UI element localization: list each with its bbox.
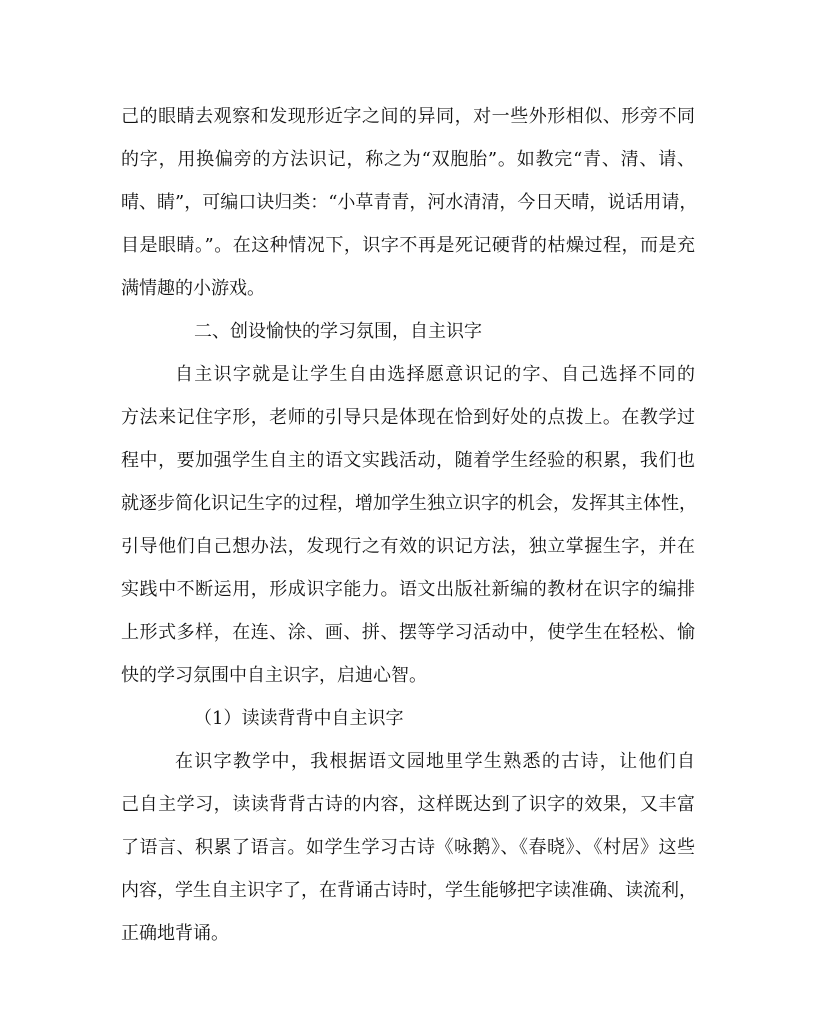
body-text-line: 在识字教学中，我根据语文园地里学生熟悉的古诗，让他们自 [175, 751, 695, 772]
body-text-line: 快的学习氛围中自主识字，启迪心智。 [121, 665, 427, 686]
body-text-line: 正确地背诵。 [121, 923, 229, 944]
body-text-line: 实践中不断运用，形成识字能力。语文出版社新编的教材在识字的编排 [121, 579, 695, 600]
body-text-line: 上形式多样，在连、涂、画、拼、摆等学习活动中，使学生在轻松、愉 [121, 622, 695, 643]
body-text-line: 程中，要加强学生自主的语文实践活动，随着学生经验的积累，我们也 [121, 450, 695, 471]
section-heading: 二、创设愉快的学习氛围，自主识字 [194, 321, 482, 342]
body-text-line: 的字，用换偏旁的方法识记，称之为“双胞胎”。如教完“青、清、请、 [121, 149, 695, 170]
body-text-line: 己的眼睛去观察和发现形近字之间的异同，对一些外形相似、形旁不同 [121, 106, 695, 127]
body-text-line: 内容，学生自主识字了，在背诵古诗时，学生能够把字读准确、读流利， [121, 880, 697, 901]
body-text-line: 了语言、积累了语言。如学生学习古诗《咏鹅》、《春晓》、《村居》这些 [121, 837, 695, 858]
body-text-line: 就逐步简化识记生字的过程，增加学生独立识字的机会，发挥其主体性， [121, 493, 697, 514]
body-text-line: 方法来记住字形，老师的引导只是体现在恰到好处的点拨上。在教学过 [121, 407, 695, 428]
subheading: （1）读读背背中自主识字 [194, 708, 404, 729]
body-text-line: 目是眼睛。”。在这种情况下，识字不再是死记硬背的枯燥过程，而是充 [121, 235, 695, 256]
body-text-line: 引导他们自己想办法，发现行之有效的识记方法，独立掌握生字，并在 [121, 536, 695, 557]
body-text-line: 满情趣的小游戏。 [121, 278, 265, 299]
body-text-line: 晴、睛”，可编口诀归类：“小草青青，河水清清，今日天晴，说话用请， [121, 192, 698, 213]
body-text-line: 己自主学习，读读背背古诗的内容，这样既达到了识字的效果，又丰富 [121, 794, 695, 815]
body-text-line: 自主识字就是让学生自由选择愿意识记的字、自己选择不同的 [175, 364, 695, 385]
